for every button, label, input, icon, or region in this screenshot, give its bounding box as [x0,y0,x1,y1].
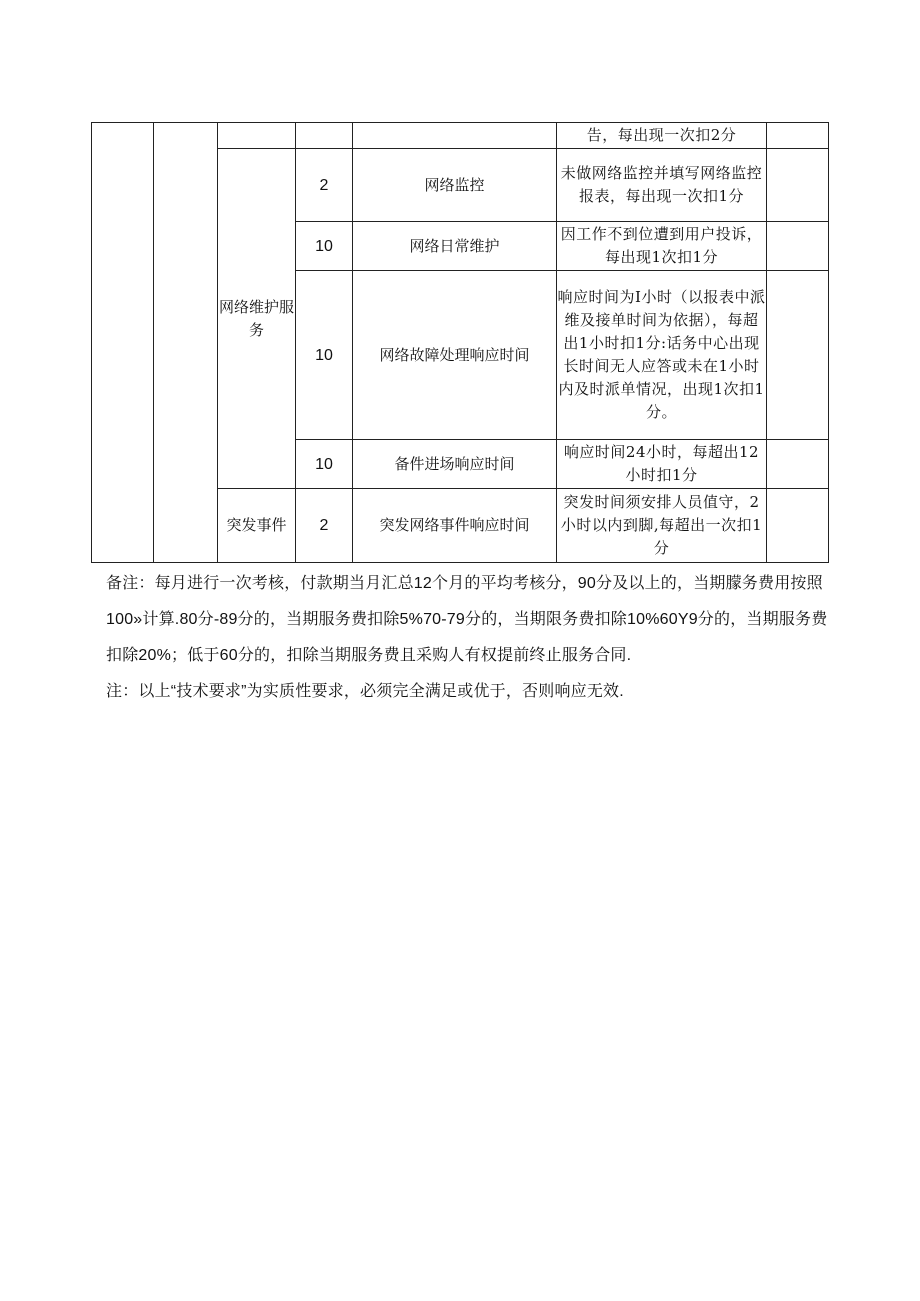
remark-cell [767,271,829,440]
item-cell: 备件进场响应时间 [353,440,557,489]
score-cell: 10 [296,440,353,489]
item-cell: 突发网络事件响应时间 [353,489,557,563]
score-cell [296,123,353,149]
remark-cell [767,222,829,271]
table-row [92,123,829,149]
remark-cell [767,440,829,489]
category-emergency: 突发事件 [218,489,296,563]
standard-cell: 响应时间24小时，每超出12小时扣1分 [557,440,767,489]
score-cell: 2 [296,489,353,563]
score-cell: 10 [296,222,353,271]
merged-cell-col1 [92,123,154,563]
item-cell [353,123,557,149]
item-cell: 网络监控 [353,149,557,222]
merged-cell-col2 [154,123,218,563]
remark-cell [767,123,829,149]
item-cell: 网络日常维护 [353,222,557,271]
item-cell: 网络故障处理响应时间 [353,271,557,440]
category-cell [218,123,296,149]
notes-section [106,566,836,710]
standard-cell: 因工作不到位遭到用户投诉，每出现1次扣1分 [557,222,767,271]
remark-cell [767,149,829,222]
standard-cell: 告，每出现一次扣2分 [557,123,767,149]
standard-cell: 未做网络监控并填写网络监控报表，每出现一次扣1分 [557,149,767,222]
note-paragraph: 注：以上“技术要求”为实质性要求，必须完全满足或优于，否则响应无效. [106,683,624,700]
score-cell: 2 [296,149,353,222]
standard-cell: 突发时间须安排人员值守，2小时以内到脚,每超出一次扣1分 [557,489,767,563]
remark-paragraph: 备注：每月进行一次考核，付款期当月汇总12个月的平均考核分，90分及以上的，当期朦务费用按照100»计算.80分-89分的，当期服务费扣除5%70-79分的，当期限务费扣除10%60Y9分的，当期服务费扣除20%；低于60分的，扣除当期服务费且采购人有权提前终止服务合同. [106,575,828,664]
standard-cell: 响应时间为I小时（以报表中派维及接单时间为依据），每超出1小时扣1分:话务中心出现长时间无人应答或未在1小时内及时派单情况，出现1次扣1分。 [557,271,767,440]
category-network-maintenance: 网络维护服务 [218,149,296,489]
assessment-table [91,122,829,563]
score-cell: 10 [296,271,353,440]
remark-cell [767,489,829,563]
